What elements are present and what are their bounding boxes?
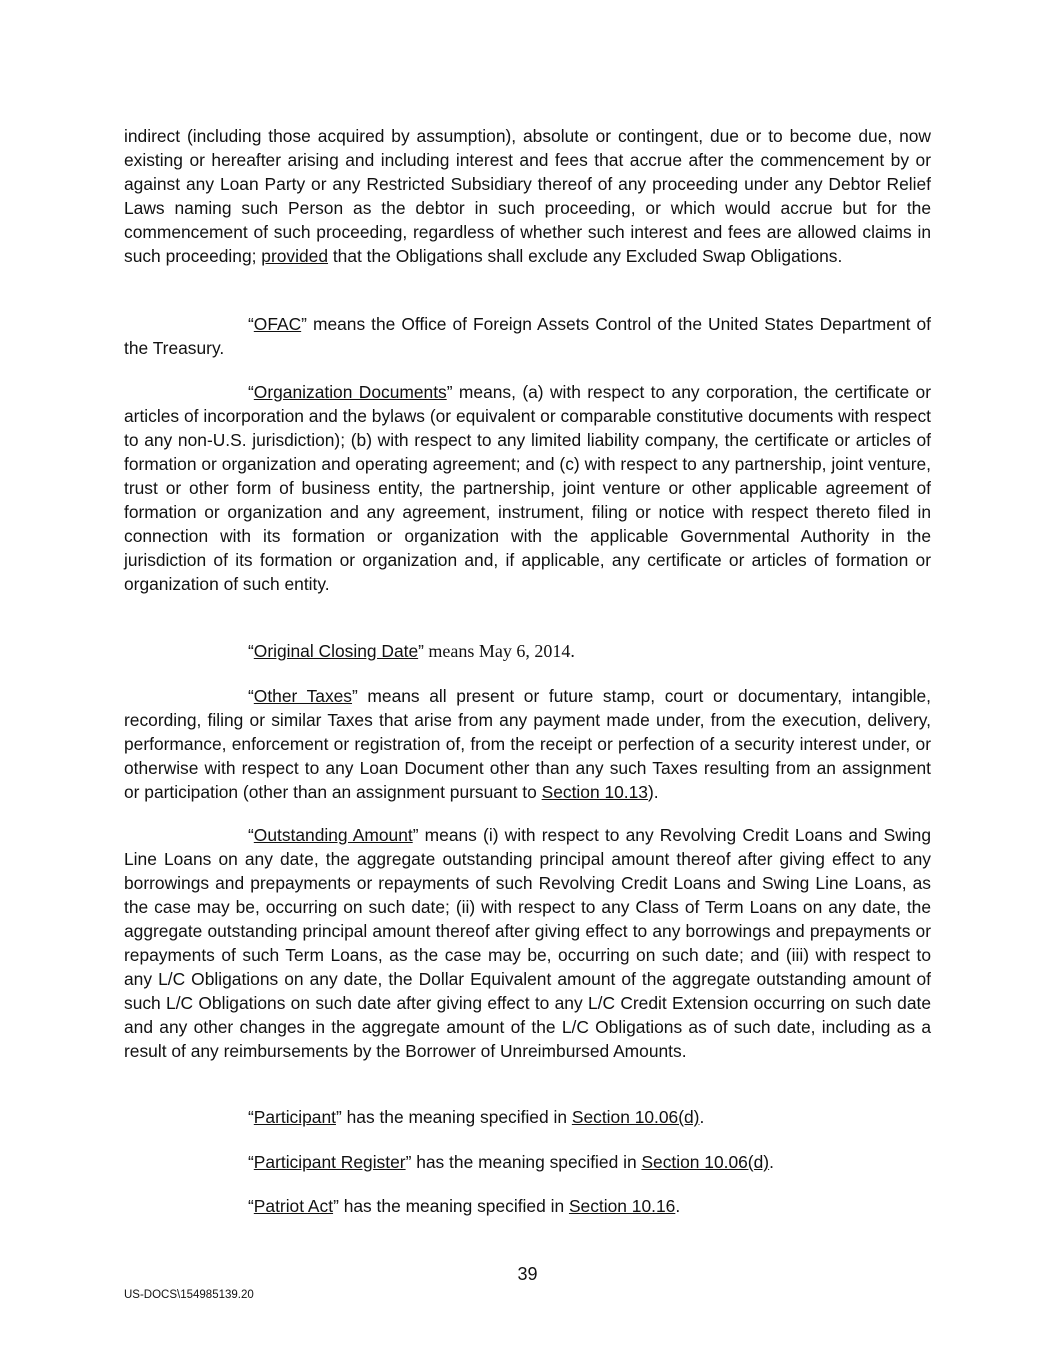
close-quote: ”	[352, 686, 358, 706]
close-quote: ”	[412, 825, 419, 845]
open-quote: “	[248, 382, 254, 402]
closing-punctuation: .	[769, 1152, 774, 1172]
closing-punctuation: .	[699, 1107, 705, 1127]
closing-punctuation: ).	[647, 782, 659, 802]
defined-term: Outstanding Amount	[253, 825, 413, 845]
section-reference: Section 10.16	[568, 1196, 676, 1216]
section-reference: Section 10.06(d)	[571, 1107, 700, 1127]
open-quote: “	[248, 686, 254, 706]
definition-participant-register	[124, 1150, 931, 1174]
close-quote: ”	[405, 1152, 412, 1172]
definition-text: has the meaning specified in	[338, 1196, 569, 1216]
definition-outstanding-amount	[124, 823, 931, 1063]
document-id: US-DOCS\154985139.20	[124, 1289, 254, 1301]
definition-text: means, (a) with respect to any corporation, the certificate or articles of incorporation and the bylaws (or equivalent or comparable constitutive documents with respect to any non-U.S. jurisdiction); (b) with respect to any limited liability company, the certificate or articles of formation or organization and operating agreement; and (c) with respect to any partnership, joint venture, trust or other form of business entity, the partnership, joint venture or other applicable agreement of formation or organization and any agreement, instrument, filing or notice with respect thereto filed in connection with its formation or organization with the applicable Governmental Authority in the jurisdiction of its formation or organization and, if applicable, any certificate or articles of formation or organization of such entity.	[124, 382, 931, 594]
obligations-continuation-paragraph	[124, 124, 931, 268]
definition-ofac	[124, 312, 931, 360]
close-quote: ”	[446, 382, 453, 402]
open-quote: “	[248, 314, 254, 334]
page-number: 39	[517, 1264, 538, 1284]
defined-term: OFAC	[253, 314, 302, 334]
paragraph-text: that the Obligations shall exclude any Excluded Swap Obligations.	[328, 246, 843, 266]
defined-term: Original Closing Date	[253, 641, 419, 661]
open-quote: “	[248, 1152, 254, 1172]
definition-text: has the meaning specified in	[411, 1152, 642, 1172]
definition-patriot-act	[124, 1194, 931, 1218]
open-quote: “	[248, 825, 254, 845]
definition-text: means May 6, 2014.	[423, 641, 575, 661]
closing-punctuation: .	[675, 1196, 681, 1216]
defined-term: Organization Documents	[253, 382, 447, 402]
definition-text: has the meaning specified in	[341, 1107, 572, 1127]
definition-organization-documents	[124, 380, 931, 596]
paragraph-text: indirect (including those acquired by assumption), absolute or contingent, due or to become due, now existing or hereafter arising and including interest and fees that accrue after the commencement by or against any Loan Party or any Restricted Subsidiary thereof of any proceeding under any Debtor Relief Laws naming such Person as the debtor in such proceeding, or which would accrue but for the commencement of such proceeding, regardless of whether such interest and fees are allowed claims in such proceeding;	[124, 126, 931, 266]
definition-text: means the Office of Foreign Assets Control of the United States Department of the Treasury.	[124, 314, 931, 358]
provided-term: provided	[261, 246, 329, 266]
close-quote: ”	[418, 641, 424, 661]
open-quote: “	[248, 641, 254, 661]
open-quote: “	[248, 1196, 254, 1216]
definition-text: means all present or future stamp, court or documentary, intangible, recording, filing or similar Taxes that arise from any payment made under, from the execution, delivery, performance, enforcement or registration of, from the receipt or perfection of a security interest under, or otherwise with respect to any Loan Document other than any such Taxes resulting from an assignment or participation (other than an assignment pursuant to	[124, 686, 931, 802]
defined-term: Patriot Act	[253, 1196, 334, 1216]
definition-participant	[124, 1105, 931, 1129]
definition-other-taxes	[124, 684, 931, 804]
definition-original-closing-date	[124, 639, 931, 663]
open-quote: “	[248, 1107, 254, 1127]
definition-text: means (i) with respect to any Revolving Credit Loans and Swing Line Loans on any date, the aggregate outstanding principal amount thereof after giving effect to any borrowings and prepayments or repayments of such Revolving Credit Loans and Swing Line Loans, as the case may be, occurring on such date; (ii) with respect to any Class of Term Loans on any date, the aggregate outstanding principal amount thereof after giving effect to any borrowings and prepayments or repayments of such Term Loans, as the case may be, occurring on such date; and (iii) with respect to any L/C Obligations on any date, the Dollar Equivalent amount of the aggregate outstanding amount of such L/C Obligations on such date after giving effect to any L/C Credit Extension occurring on such date and any other changes in the aggregate amount of the L/C Obligations as of such date, including as a result of any reimbursements by the Borrower of Unreimbursed Amounts.	[124, 825, 931, 1061]
defined-term: Participant Register	[253, 1152, 406, 1172]
close-quote: ”	[301, 314, 307, 334]
defined-term: Participant	[253, 1107, 336, 1127]
section-reference: Section 10.13	[541, 782, 648, 802]
close-quote: ”	[335, 1107, 342, 1127]
section-reference: Section 10.06(d)	[641, 1152, 770, 1172]
close-quote: ”	[333, 1196, 339, 1216]
defined-term: Other Taxes	[253, 686, 353, 706]
